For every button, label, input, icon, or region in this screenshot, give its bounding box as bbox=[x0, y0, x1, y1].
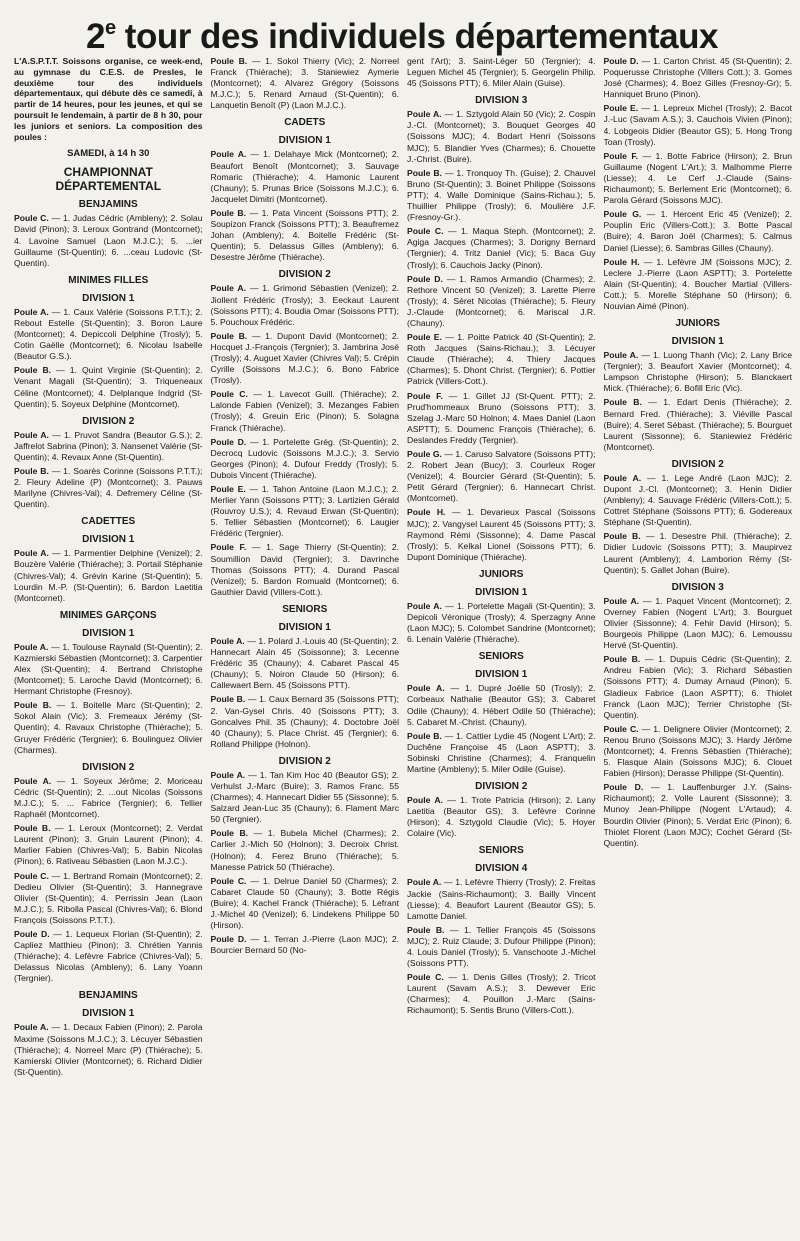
poule-entry bbox=[14, 700, 203, 755]
poule-label: Poule B. bbox=[14, 465, 49, 476]
poule-entry bbox=[211, 208, 400, 263]
poule-players: — 1. Carton Christ. 45 (St-Quentin); 2. Poquerusse Christophe (Villers Cott.); 3. Gomes José (Charmes); 4. Boez Gilles (Fresnoy-Gr); 5. Hanniquet Bruno (Pinon). bbox=[603, 56, 792, 100]
section-heading: CADETS bbox=[284, 117, 326, 129]
poule-players: — 1. Tahon Antoine (Laon M.J.C.); 2. Merlier Yann (Soissons PTT); 3. Lartizien Gérald (Rouvroy U.S.); 4. Revaud Erwan (St-Quentin); 5. Tellier Sébastien (Montcornet); 6. Laugier Frédéric (Tergnier). bbox=[210, 484, 399, 539]
poule-players: — 1. Sokol Thierry (Vic); 2. Norreel Franck (Thiérache); 3. Staniewiez Aymerie (Montcornet); 4. Alvarez Grégory (Soissons M.J.C.); 5. Renard Arnaud (St-Quentin); 6. Lanquetin Benoît (P) (Laon M.J.C.). bbox=[210, 56, 399, 111]
poule-entry bbox=[14, 430, 203, 463]
section-heading: MINIMES FILLES bbox=[68, 274, 149, 286]
poule-entry bbox=[407, 972, 596, 1016]
section-heading: DIVISION 2 bbox=[278, 269, 331, 281]
section-heading: SENIORS bbox=[478, 845, 524, 857]
poule-label: Poule F. bbox=[407, 390, 443, 401]
poule-entry bbox=[604, 397, 793, 452]
poule-label: Poule D. bbox=[603, 782, 644, 793]
poule-entry bbox=[211, 283, 400, 327]
section-heading: DIVISION 2 bbox=[82, 415, 135, 427]
poule-label: Poule F. bbox=[210, 542, 247, 553]
poule-players: — 1. Ramos Armandio (Charmes); 2. Rethore Vincent 50 (Venizel); 3. Larette Pierre (Trosly); 4. Séret Nicolas (Thiérache); 5. Fleury J.-Claude (Montcornet); 6. Mariscal J.R. (Chauny). bbox=[407, 273, 596, 328]
poule-entry bbox=[604, 531, 793, 575]
column-2 bbox=[211, 56, 400, 1236]
poule-entry bbox=[604, 596, 793, 651]
poule-entry bbox=[14, 871, 203, 926]
poule-label: Poule B. bbox=[14, 365, 52, 376]
headline-superscript: e bbox=[104, 17, 116, 39]
poule-label: Poule B. bbox=[210, 56, 248, 66]
poule-entry bbox=[14, 823, 203, 867]
poule-entry bbox=[407, 449, 596, 504]
poule-label: Poule B. bbox=[407, 167, 442, 178]
poule-label: Poule A. bbox=[603, 595, 640, 606]
section-heading: DIVISION 1 bbox=[475, 586, 528, 598]
poule-label: Poule H. bbox=[407, 507, 446, 518]
section-heading: CADETTES bbox=[81, 516, 136, 528]
poule-players: — 1. Bubela Michel (Charmes); 2. Carlier J.-Mich 50 (Holnon); 3. Decroix Christ. (Holnon); 4. Ferez Bruno (Thiérache); 5. Manesse Patrick 50 (Thiérache). bbox=[210, 828, 399, 872]
section-heading: DIVISION 2 bbox=[475, 781, 528, 793]
poule-entry bbox=[407, 226, 596, 270]
poule-players: — 1. Cattier Lydie 45 (Nogent L'Art); 2. Duchêne Françoise 45 (Laon ASPTT); 3. Sobinski Christine (Charmes); 4. Franquelin Martine (Ambleny); 5. Miler Odile (Guise). bbox=[407, 730, 596, 774]
column-4 bbox=[604, 56, 793, 1236]
poule-players: — 1. Denis Gilles (Trosly); 2. Tricot Laurent (Savam A.S.); 3. Dewever Eric (Charmes); 4. Pouillon J.-Marc (Sains-Richaumont); 5. Sentis Bruno (Villers-Cott.). bbox=[407, 972, 596, 1016]
poule-label: Poule A. bbox=[210, 769, 246, 780]
poule-entry bbox=[407, 795, 596, 839]
poule-label: Poule B. bbox=[210, 828, 249, 839]
section-heading: DIVISION 2 bbox=[82, 761, 135, 773]
poule-entry bbox=[604, 473, 793, 528]
poule-players: gent l'Art); 3. Saint-Léger 50 (Tergnier); 4. Leguen Michel 45 (Tergnier); 5. Georgelin Philip. 45 (Soissons PTT); 6. Miler Alain (Guise). bbox=[407, 56, 596, 89]
section-heading: JUNIORS bbox=[675, 318, 720, 330]
poule-players: — 1. Devarieux Pascal (Soissons MJC); 2. Vangysel Laurent 45 (Soissons PTT); 3. Raymond Rémi (Sissonne); 4. Dame Pascal (Trosly); 5. Kelkal Lionel (Soissons PTT); 6. Dupont Dominique (Thiérache). bbox=[407, 507, 596, 562]
poule-entry bbox=[211, 331, 400, 386]
poule-entry bbox=[407, 391, 596, 446]
poule-players: — 1. Dupré Joëlle 50 (Trosly); 2. Corbeaux Nathalie (Beautor GS); 3. Cabaret Odile (Chauny); 4. Hébert Odile 50 (Thiérache); 5. Cabaret M.-Christ. (Chauny). bbox=[407, 683, 596, 727]
poule-players: — 1. Maqua Steph. (Montcornet); 2. Agiga Jacques (Charmes); 3. Dorigny Bernard (Tergnier); 4. Tritz Daniel (Vic); 5. Baca Guy (Trosly); 6. Cauchois Jacky (Pinon). bbox=[407, 226, 596, 270]
poule-entry bbox=[211, 149, 400, 204]
poule-label: Poule B. bbox=[14, 700, 52, 711]
poule-players: — 1. Caruso Salvatore (Soissons PTT); 2. Robert Jean (Bucy); 3. Courleux Roger (Venizel); 4. Bourcier Gérard (St-Quentin); 5. Petit Gérard (Tergnier); 6. Hannecart Christ. (Montcornet). bbox=[407, 449, 596, 504]
poule-players: — 1. Paquet Vincent (Montcornet); 2. Overney Fabien (Nogent L'Art); 3. Bourguet Olivier (Sissonne); 4. Fehir David (Hirson); 5. Bourgeois Philippe (Laon MJC); 6. Lemoussu Hervé (St-Quentin). bbox=[603, 595, 792, 651]
poule-label: Poule A. bbox=[407, 683, 445, 694]
poule-entry bbox=[407, 601, 596, 645]
poule-entry bbox=[407, 683, 596, 727]
poule-players: — 1. Parmentier Delphine (Venizel); 2. Bouzère Valérie (Thiérache); 3. Portail Stéphanie (Chivres-Val); 4. Grévin Karine (St-Quentin); 5. Lourdin M.-P. (St-Quentin); 6. Bardon Laetitia (Montcornet). bbox=[14, 548, 203, 603]
poule-players: — 1. Delahaye Mick (Montcornet); 2. Beaufort Benoît (Montcornet); 3. Sauvage Romaric (Thiérache); 4. Hamonic Laurent (Chauny); 5. Prunas Brice (Soissons M.J.C.); 6. Jacquelet Dimitri (Montcornet). bbox=[210, 149, 399, 204]
poule-label: Poule A. bbox=[210, 635, 245, 646]
poule-label: Poule C. bbox=[603, 723, 639, 734]
poule-entry bbox=[211, 636, 400, 691]
poule-label: Poule C. bbox=[14, 870, 49, 881]
section-heading: DIVISION 1 bbox=[475, 669, 528, 681]
poule-players: — 1. Dupuis Cédric (St-Quentin); 2. Andreu Fabien (Vic); 3. Richard Sébastien (Soissons PTT); 4. Dumay Arnaud (Pinon); 5. Gladieux Fabrice (Laon ASPTT); 6. Thiolet Franck (Laon MJC); Terrier Christophe (St-Quentin). bbox=[603, 654, 792, 720]
section-heading: BENJAMINS bbox=[78, 990, 138, 1002]
poule-players: — 1. Lefèvre JM (Soissons MJC); 2. Leclere J.-Pierre (Laon ASPTT); 3. Portelette Alain (St-Quentin); 4. Boucher Martial (Villers-Cott.); 5. Morelle Stéphane 50 (Hirson); 6. Nouvian Aimé (Pinon). bbox=[603, 256, 792, 311]
poule-entry bbox=[407, 877, 596, 921]
poule-players: — 1. Portelette Magali (St-Quentin); 3. Depicoli Véronique (Trosly); 4. Sperzagny Anne (Laon MJC); 5. Colombet Sandrine (Montcornet); 6. Lenain Valérie (Thiérache). bbox=[407, 600, 596, 645]
section-heading: DIVISION 3 bbox=[671, 581, 724, 593]
poule-entry bbox=[211, 828, 400, 872]
poule-entry bbox=[211, 694, 400, 749]
poule-players: — 1. Lequeux Florian (St-Quentin); 2. Capliez Matthieu (Pinon); 3. Chrétien Yannis (Thiérache); 4. Lefèvre Fabrice (Chivres-Val); 5. Delassus Nicolas (Ambleny); 6. Lany Yoann (Tergnier). bbox=[14, 928, 203, 984]
poule-label: Poule D. bbox=[407, 273, 443, 284]
headline-number: 2 bbox=[85, 17, 105, 56]
poule-label: Poule D. bbox=[14, 928, 50, 939]
poule-entry bbox=[604, 350, 793, 394]
poule-entry bbox=[14, 642, 203, 697]
poule-entry bbox=[14, 213, 203, 268]
poule-players: — 1. Luong Thanh (Vic); 2. Lany Brice (Tergnier); 3. Beaufort Xavier (Montcornet); 4. Lampson Christophe (Hirson); 5. Blanckaert Mick. (Thiérache); 6. Bofill Eric (Vic). bbox=[603, 350, 792, 394]
poule-entry bbox=[604, 724, 793, 779]
poule-entry bbox=[407, 56, 596, 89]
poule-players: — 1. Toulouse Raynald (St-Quentin); 2. Kazmierski Sébastien (Montcornet); 3. Carpentier Alex (St-Quentin); 4. Bertrand Christophe (Montcornet); 5. Laroche David (Montcornet); 6. Hermant Christophe (Fresnoy). bbox=[14, 641, 203, 697]
section-heading: DIVISION 1 bbox=[82, 627, 135, 639]
poule-players: — 1. Bertrand Romain (Montcornet); 2. Dedieu Olivier (St-Quentin); 3. Hannegrave Olivier (St-Quentin); 4. Perrissin Jean (Laon M.J.C.); 5. Ribolla Pascal (Chivres-Val); 6. Blond François (Soissons P.T.T.). bbox=[14, 870, 203, 925]
poule-label: Poule F. bbox=[603, 150, 639, 161]
poule-players: — 1. Lauffenburger J.Y. (Sains-Richaumont); 2. Volle Laurent (Sissonne); 3. Munoy Jean-Philippe (Nogent L'Artaud); 4. Bourdin Olivier (Pinon); 5. Verdat Eric (Pinon); 6. Thiolet Florent (Laon MJC); Cochet Gérard (St-Quentin). bbox=[603, 782, 792, 848]
poule-entry bbox=[407, 925, 596, 969]
headline bbox=[14, 6, 790, 54]
poule-label: Poule H. bbox=[603, 256, 640, 267]
poule-entry bbox=[14, 1022, 203, 1077]
poule-label: Poule D. bbox=[210, 436, 247, 447]
poule-players: — 1. Lefèvre Thierry (Trosly); 2. Freitas Jackie (Sains-Richaumont); 3. Bailly Vincent (Liesse); 4. Beaufort Laurent (Beautor GS); 5. Lamotte Daniel. bbox=[407, 877, 596, 921]
poule-label: Poule C. bbox=[210, 389, 248, 400]
poule-label: Poule C. bbox=[14, 213, 49, 224]
poule-players: — 1. Quint Virginie (St-Quentin); 2. Venant Magali (St-Quentin); 3. Triqueneaux Céline (Montcornet); 4. Delplanque Indgrid (St-Quentin); 5. Soyeux Delphine (Montcornet). bbox=[14, 365, 203, 409]
poule-players: — 1. Terran J.-Pierre (Laon MJC); 2. Bourcier Bernard 50 (No- bbox=[210, 934, 399, 956]
section-heading: SENIORS bbox=[282, 603, 328, 615]
poule-label: Poule B. bbox=[210, 207, 247, 218]
poule-players: — 1. Sage Thierry (St-Quentin); 2. Soumillion David (Tergnier); 3. Davrinche Thomas (Soissons PTT); 4. Durand Pascal (Venizel); 5. Bardon Romuald (Montcornet); 6. Gauthier David (Villers-Cott.). bbox=[210, 542, 399, 597]
poule-label: Poule E. bbox=[603, 103, 639, 114]
poule-entry bbox=[604, 151, 793, 206]
poule-label: Poule A. bbox=[407, 600, 442, 611]
poule-label: Poule E. bbox=[210, 484, 246, 494]
poule-label: Poule E. bbox=[407, 332, 442, 343]
section-heading: DIVISION 4 bbox=[475, 863, 528, 875]
poule-players: — 1. Trote Patricia (Hirson); 2. Lany Laetitia (Beautor GS); 3. Lefèvre Corinne (Hirson); 4. Sztygold Claudie (Vic); 5. Hoyer Colaire (Vic). bbox=[407, 795, 596, 839]
poule-players: — 1. Edart Denis (Thiérache); 2. Bernard Fred. (Thiérache); 3. Viéville Pascal (Buire); 4. Seret Sébast. (Thiérache); 5. Bourguet Laurent (Sissonne); 6. Staniewiez Frédéric (Montcornet). bbox=[603, 397, 792, 452]
poule-players: — 1. Lepreux Michel (Trosly); 2. Bacot J.-Luc (Savam A.S.); 3. Cauchois Vivien (Pinon); 4. Lobgeois Didier (Beautor GS); 5. Hong Trong Toan (Trosly). bbox=[603, 103, 792, 147]
poule-label: Poule A. bbox=[210, 283, 247, 294]
poule-label: Poule B. bbox=[603, 397, 642, 408]
poule-players: — 1. Tronquoy Th. (Guise); 2. Chauvel Bruno (St-Quentin); 3. Boinet Philippe (Soissons PTT); 4. Walle Dominique (Sains-Richau.); 5. Thuillier Philippe (Trosly); 6. Moulière J.F. (Fresnoy-Gr.). bbox=[407, 167, 596, 223]
poule-entry bbox=[211, 389, 400, 433]
poule-label: Poule A. bbox=[14, 429, 49, 440]
poule-entry bbox=[407, 332, 596, 387]
poule-label: Poule A. bbox=[14, 306, 49, 317]
poule-players: — 1. Leroux (Montcornet); 2. Verdat Laurent (Pinon); 3. Gruin Laurent (Pinon); 4. Marlier Fabien (Chivres-Val); 5. Babin Nicolas (Pinon); 6. Rativeau Sébastien (Laon M.J.C.). bbox=[14, 823, 203, 867]
headline-text: tour des individuels départementaux bbox=[115, 17, 718, 56]
poule-label: Poule A. bbox=[407, 877, 442, 888]
poule-entry bbox=[407, 731, 596, 775]
poule-entry bbox=[604, 257, 793, 312]
poule-label: Poule B. bbox=[210, 694, 246, 705]
poule-entry bbox=[211, 876, 400, 931]
intro-paragraph: L'A.S.P.T.T. Soissons organise, ce week-end, au gymnase du C.E.S. de Presles, le deuxième tour des individuels départementaux, qui débute dès ce samedi, à partir de 14 heures, pour les jeunes, et qui se poursuit le lendemain, à partir de 8 h 30, pour les juniors et seniors. La composition des poules : bbox=[14, 56, 203, 142]
poule-entry bbox=[604, 654, 793, 721]
poule-entry bbox=[14, 548, 203, 603]
poule-entry bbox=[604, 103, 793, 147]
poule-entry bbox=[14, 776, 203, 820]
poule-label: Poule A. bbox=[603, 472, 642, 483]
poule-entry bbox=[211, 484, 400, 539]
poule-label: Poule G. bbox=[407, 449, 442, 459]
poule-entry bbox=[604, 782, 793, 849]
section-heading: SAMEDI, à 14 h 30 bbox=[67, 148, 150, 160]
poule-players: — 1. Grimond Sébastien (Venizel); 2. Jiollent Frédéric (Trosly); 3. Eeckaut Laurent (Soissons PTT); 4. Boudia Omar (Soissons PTT); 5. Pouchoux Frédéric. bbox=[210, 283, 399, 327]
poule-label: Poule A. bbox=[14, 1022, 49, 1033]
section-heading: DIVISION 2 bbox=[278, 755, 331, 767]
poule-entry bbox=[604, 56, 793, 100]
section-heading: DIVISION 3 bbox=[475, 95, 528, 107]
section-heading: CHAMPIONNAT DÉPARTEMENTAL bbox=[55, 165, 162, 194]
poule-label: Poule B. bbox=[210, 330, 248, 341]
poule-players: — 1. Soyeux Jérôme; 2. Moriceau Cédric (St-Quentin); 2. ...out Nicolas (Soissons M.J.C.); 5. ... Fabrice (Tergnier); 6. Tellier Raphaël (Montcornet). bbox=[14, 775, 203, 820]
poule-label: Poule C. bbox=[210, 875, 247, 886]
poule-entry bbox=[14, 365, 203, 409]
article-columns bbox=[14, 56, 792, 1236]
poule-label: Poule C. bbox=[407, 972, 444, 983]
section-heading: DIVISION 1 bbox=[82, 534, 135, 546]
section-heading: DIVISION 2 bbox=[671, 458, 724, 470]
poule-entry bbox=[211, 770, 400, 825]
poule-players: — 1. Dupont David (Montcornet); 2. Hocquet J.-François (Tergnier); 3. Jambrina José (Trosly); 4. Auguet Xavier (Chivres Val); 5. Crépin Cyrille (Soissons M.J.C.); 6. Bono Fabrice (Trosly). bbox=[210, 330, 399, 386]
poule-label: Poule A. bbox=[407, 109, 442, 120]
poule-label: Poule B. bbox=[603, 654, 641, 665]
poule-players: — 1. Desestre Phil. (Thiérache); 2. Didier Ludovic (Soissons PTT); 3. Maupirvez Laurent (Ambleny); 4. Lamborion Rémy (St-Quentin); 5. Gallet Johan (Buire). bbox=[603, 531, 792, 575]
poule-label: Poule A. bbox=[407, 795, 443, 806]
poule-label: Poule G. bbox=[603, 209, 642, 220]
section-heading: MINIMES GARÇONS bbox=[59, 609, 157, 621]
poule-label: Poule A. bbox=[14, 641, 49, 652]
poule-players: — 1. Portelette Grég. (St-Quentin); 2. Decrocq Ludovic (Soissons M.J.C.); 3. Servio Georges (Pinon); 4. Dufour Freddy (Trosly); 5. Dubois Vincent (Thiérache). bbox=[210, 436, 399, 480]
poule-label: Poule B. bbox=[603, 531, 641, 542]
poule-players: — 1. Polard J.-Louis 40 (St-Quentin); 2. Hannecart Alain 45 (Soissonne); 3. Lecenne Frédéric 35 (Chauny); 4. Cabaret Pascal 45 (Chauny); 5. Noiron Claude 50 (Hirson); 6. Callewaert Bern. 45 (Soissons PTT). bbox=[210, 635, 399, 691]
poule-entry bbox=[407, 274, 596, 329]
poule-players: — 1. Hercent Eric 45 (Venizel); 2. Pouplin Eric (Villers-Cott.); 3. Botte Pascal (Buire); 4. Baron Joël (Charmes); 5. Calmus Daniel (Liesse); 6. Sambras Gilles (Chauny). bbox=[603, 209, 792, 253]
poule-label: Poule B. bbox=[407, 924, 445, 935]
section-heading: DIVISION 1 bbox=[671, 336, 724, 348]
poule-entry bbox=[604, 209, 793, 253]
poule-players: — 1. Tellier François 45 (Soissons MJC); 2. Ruiz Claude; 3. Dufour Philippe (Pinon); 4. Louis Daniel (Trosly); 5. Vanschoote J.-Michel (Soissons PTT). bbox=[407, 924, 596, 969]
poule-players: — 1. Tan Kim Hoc 40 (Beautor GS); 2. Verhulst J.-Marc (Buire); 3. Ramos Franc. 55 (Charmes); 4. Hannecart Didier 55 (Sissonne); 5. Salzard Jean-Luc 35 (Chauny); 6. Flament Marc 50 (Tergnier). bbox=[210, 769, 399, 825]
column-1 bbox=[14, 56, 203, 1236]
poule-players: — 1. Botte Fabrice (Hirson); 2. Brun Guillaume (Nogent L'Art.); 3. Malhomme Pierre (Liesse); 4. Le Cerf J.-Claude (Sains-Richaumont); 5. Berlement Eric (Montcornet); 6. Parola Gérard (Soissons MJC). bbox=[603, 150, 792, 206]
poule-entry bbox=[407, 109, 596, 164]
poule-entry bbox=[211, 437, 400, 481]
poule-label: Poule A. bbox=[603, 350, 639, 361]
poule-entry bbox=[407, 507, 596, 562]
poule-entry bbox=[211, 934, 400, 956]
section-heading: DIVISION 1 bbox=[82, 1008, 135, 1020]
poule-label: Poule A. bbox=[14, 548, 49, 559]
poule-label: Poule C. bbox=[407, 226, 444, 237]
poule-players: — 1. Pruvot Sandra (Beautor G.S.); 2. Jaffrelot Sabrina (Pinon); 3. Nansenet Valérie (St-Quentin); 4. Revaux Anne (St-Quentin). bbox=[14, 429, 203, 462]
poule-players: — 1. Caux Valérie (Soissons P.T.T.); 2. Rebout Estelle (St-Quentin); 3. Boron Laure (Montcornet); 4. Depiccoli Delphine (Trosly); 5. Cotin Gaëlle (Montcornet); 6. Nicolau Isabelle (Beautor G.S.). bbox=[14, 306, 203, 362]
poule-label: Poule D. bbox=[210, 934, 247, 945]
poule-players: — 1. Caux Bernard 35 (Soissons PTT); 2. Van-Gysel Chris. 40 (Soissons PTT); 3. Goncalves Phil. 35 (Chauny); 4. Doctobre Joël 40 (Chauny); 5. Place Christ. 45 (Tergnier); 6. Rolland Philippe (Holnon). bbox=[210, 694, 399, 749]
poule-players: — 1. Lavecot Guill. (Thiérache); 2. Lalonde Fabien (Venizel); 3. Mezanges Fabien (Trosly); 4. Greuin Eric (Pinon); 5. Solagna Franck (Thiérache). bbox=[210, 389, 399, 433]
poule-players: — 1. Pata Vincent (Soissons PTT); 2. Soupizon Franck (Soissons PTT); 3. Beaufremez Johan (Ambleny); 4. Boitelle Frédéric (St-Quentin); 5. Delassus Gilles (Ambleny); 6. Desestre Jérôme (Thiérache). bbox=[210, 207, 399, 263]
poule-label: Poule A. bbox=[14, 775, 52, 786]
poule-label: Poule A. bbox=[210, 149, 247, 160]
poule-entry bbox=[14, 307, 203, 362]
poule-players: — 1. Delrue Daniel 50 (Charmes); 2. Cabaret Claude 50 (Chauny); 3. Botte Régis (Buire); 4. Kachel Franck (Thiérache); 5. Lefrant J.-Michel 40 (Venizel); 6. Lindekens Philippe 50 (Hirson). bbox=[210, 875, 399, 931]
section-heading: JUNIORS bbox=[479, 568, 524, 580]
section-heading: DIVISION 1 bbox=[278, 621, 331, 633]
poule-entry bbox=[211, 542, 400, 597]
poule-entry bbox=[14, 929, 203, 984]
poule-label: Poule B. bbox=[14, 823, 51, 834]
poule-players: — 1. Delignere Olivier (Montcornet); 2. Renou Bruno (Soissons MJC); 3. Hardy Jérôme (Montcornet); 4. Frenns Sébastien (Thiérache); 5. Flasque Alain (Soissons MJC); 6. Clouet Fabien (Hirson); Derasse Philippe (St-Quentin). bbox=[603, 723, 792, 779]
section-heading: DIVISION 1 bbox=[82, 292, 135, 304]
poule-players: — 1. Judas Cédric (Ambleny); 2. Solau David (Pinon); 3. Leroux Gontrand (Montcornet); 4. Lavoine Samuel (Laon M.J.C.); 5. ...ier Guillaume (St-Quentin); 6. ...ceau Ludovic (St-Quentin). bbox=[14, 213, 203, 268]
poule-entry bbox=[14, 466, 203, 510]
section-heading: DIVISION 1 bbox=[278, 135, 331, 147]
poule-players: — 1. Soarès Corinne (Soissons P.T.T.); 2. Fleury Adeline (P) (Montcornet); 3. Pauws Marilyne (Chivres-Val); 4. Defremery Céline (St-Quentin). bbox=[14, 465, 203, 510]
poule-players: — 1. Lege André (Laon MJC); 2. Dupont J.-Cl. (Montcornet); 3. Henin Didier (Ambleny); 4. Sauvage Frédéric (Villers-Cott.); 5. Cottret Stéphane (Soissons PTT); 6. Godereaux Stéphane (St-Quentin). bbox=[603, 472, 792, 528]
poule-entry bbox=[211, 56, 400, 111]
poule-players: — 1. Poitte Patrick 40 (St-Quentin); 2. Roth Jacques (Sains-Richau.); 3. Lécuyer Claude (Thiérache); 4. Thiery Jacques (Charmes); 5. Dhont Christ. (Tergnier); 6. Pottier Patrick (Villers-Cott.). bbox=[407, 332, 596, 387]
section-heading: SENIORS bbox=[478, 651, 524, 663]
poule-entry bbox=[407, 168, 596, 223]
poule-players: — 1. Decaux Fabien (Pinon); 2. Parola Maxime (Soissons M.J.C.); 3. Lécuyer Sébastien (Thiérache); 4. Norreel Marc (P) (Thiérache); 5. Kamierski Olivier (Montcornet); 6. Richard Didier (St-Quentin). bbox=[14, 1022, 203, 1077]
poule-players: — 1. Boitelle Marc (St-Quentin); 2. Sokol Alain (Vic); 3. Fremeaux Jérémy (St-Quentin); 4. Ravaux Christophe (Thiérache); 5. Gruyer Frédéric (Tergnier); 6. Boulinguez Olivier (Charmes). bbox=[14, 700, 203, 755]
section-heading: BENJAMINS bbox=[78, 199, 138, 211]
poule-label: Poule B. bbox=[407, 730, 442, 741]
poule-players: — 1. Sztygold Alain 50 (Vic); 2. Cospin J.-Cl. (Montcornet); 3. Bouquet Georges 40 (Soissons MJC); 4. Bodart Henri (Soissons MJC); 5. Blandier Yves (Charmes); 6. Chouette J.-Christ. (Buire). bbox=[407, 109, 596, 164]
column-3 bbox=[407, 56, 596, 1236]
poule-players: — 1. Gillet JJ (St-Quent. PTT); 2. Prud'hommeaux Bruno (Soissons PTT); 3. Szelag J.-Marc 50 Holnon; 4. Maes Daniel (Laon ASPTT); 5. Doumenc François (Thiérache); 6. Deslandes Freddy (Tergnier). bbox=[407, 390, 596, 445]
poule-label: Poule D. bbox=[603, 56, 639, 66]
